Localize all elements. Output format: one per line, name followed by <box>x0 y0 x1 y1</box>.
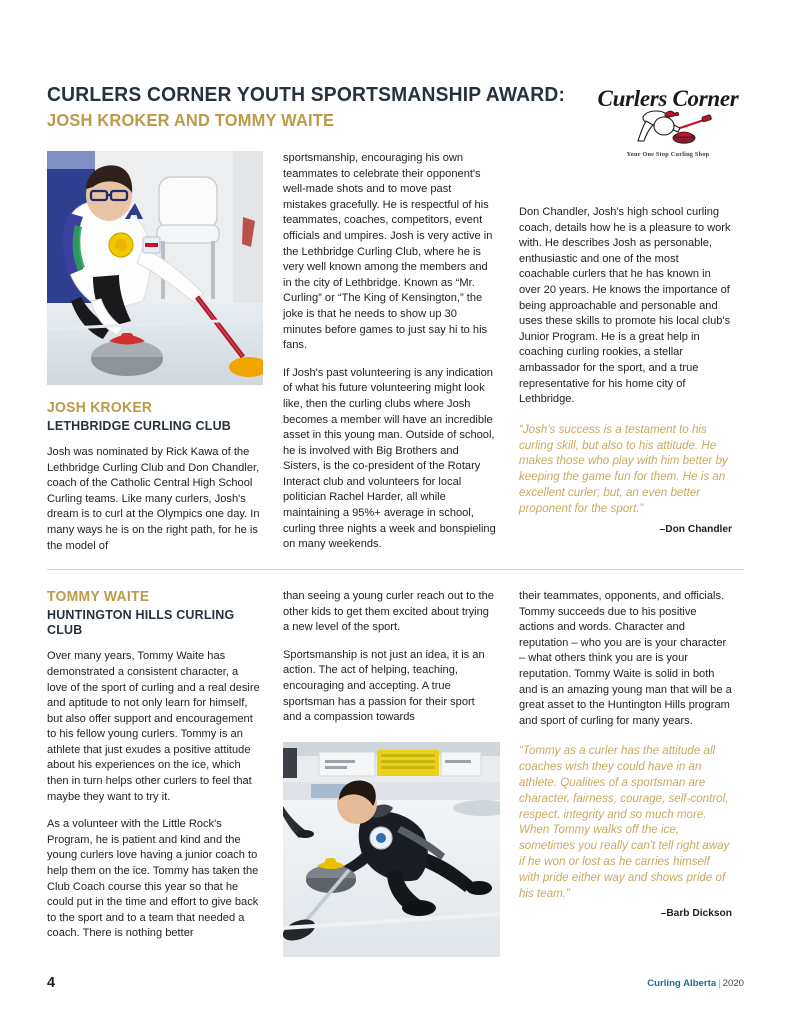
josh-col2-paragraph-1: sportsmanship, encouraging his own teammates to celebrate their opponent's well-made shots and to move past mistakes gracefully. He is respectful of his teammates, coaches, competitors, event officials and umpires. Josh is very active in the Lethbridge Curling Club, where he is very well known among the members and in the city of Lethbridge. Known as “Mr. Curling” or “The King of Kensington,” the joke is that he needs to show up 30 minutes before games to just say hi to his fans. <box>283 152 493 352</box>
josh-col3-paragraph-1: Don Chandler, Josh's high school curling coach, details how he is a pleasure to work with. He describes Josh as personable, enthusiastic and one of the most coachable curlers that he has known in over 20 years. He knows the importance of being approachable and personable and uses these skills to promote his local club's Junior Program. He is a great help in coaching curling rookies, a stellar ambassador for the sport, and a true representative for his home city of Lethbridge. <box>519 206 731 406</box>
page-subtitle: JOSH KROKER AND TOMMY WAITE <box>47 109 335 130</box>
tommy-column-one <box>47 589 260 954</box>
page-title: CURLERS CORNER YOUTH SPORTSMANSHIP AWARD: <box>47 83 566 106</box>
josh-club: LETHBRIDGE CURLING CLUB <box>47 417 231 433</box>
footer-credit <box>647 978 744 989</box>
footer-separator: | <box>718 978 721 989</box>
tommy-col2-paragraph-2: Sportsmanship is not just an idea, it is an action. The act of helping, teaching, encouraging and accepting. A true sportsman has a passion for their sport and a compassion towards <box>283 648 485 724</box>
tommy-column-two <box>283 589 496 738</box>
footer-publication: Curling Alberta <box>647 978 717 989</box>
tommy-waite-photo <box>283 742 500 957</box>
title-block <box>47 84 567 131</box>
logo-tagline: Your One Stop Curling Shop <box>626 151 710 158</box>
page-footer <box>47 975 744 997</box>
josh-column-three <box>519 205 732 535</box>
curling-mascot-icon <box>622 108 717 144</box>
don-chandler-pullquote: “Josh's success is a testament to his curling skill, but also to his attitude. He makes those who play with him better by keeping the game fun for them. He is an excellent curler; but, an even better proponent for the sport.” <box>519 422 728 515</box>
josh-name: JOSH KROKER <box>47 400 153 416</box>
josh-kroker-photo <box>47 151 263 385</box>
tommy-col3-paragraph-1: their teammates, opponents, and officials. Tommy succeeds due to his positive actions and words. Character and reputation – who you are is your character – what others think you are is your reputation. Tommy Waite is solid in both and is an amazing young man that will be a great asset to the Huntington Hills program and sport of curling for many years. <box>519 590 732 727</box>
don-chandler-attribution: –Don Chandler <box>659 523 732 535</box>
tommy-column-three <box>519 589 732 919</box>
section-divider <box>47 569 744 570</box>
josh-column-two <box>283 151 496 565</box>
curlers-corner-logo <box>592 84 744 160</box>
josh-col2-paragraph-2: If Josh's past volunteering is any indication of what his future volunteering might look like, then the curling clubs where Josh becomes a member will have an incredible asset in this young man. Outside of school, he is involved with Big Brothers and Sisters, is the co-president of the Rotary Interact club and volunteers for local politician Rachel Harder, all while maintaining a 95%+ average in school, curling three nights a week and bonspieling on many weekends. <box>283 366 496 551</box>
tommy-bio-paragraph-2: As a volunteer with the Little Rock's Program, he is patient and kind and the young curlers love having a junior coach to help them on the ice. Tommy has taken the Club Coach course this year so that he could put in the time and effort to give back to the sport and to a team that needed a coach. There is nothing better <box>47 818 259 940</box>
footer-year: 2020 <box>722 978 744 989</box>
tommy-name: TOMMY WAITE <box>47 589 150 605</box>
tommy-bio-paragraph-1: Over many years, Tommy Waite has demonstrated a consistent character, a love of the sport of curling and a real desire and aptitude to not only learn for himself, but also offer support and encouragement to his fellow young curlers. Tommy is an athlete that just exudes a positive attitude about his experiences on the ice, which then in turn helps other curlers to feel that maybe they want to try it. <box>47 650 260 803</box>
tommy-col2-paragraph-1: than seeing a young curler reach out to the other kids to get them excited about trying a new level of the sport. <box>283 590 494 634</box>
barb-dickson-pullquote: “Tommy as a curler has the attitude all coaches wish they could have in an athlete. Qualities of a sportsman are character, fairness, courage, self-control, respect, integrity and so much more. When Tommy walks off the ice, sometimes you really can't tell right away if he won or lost as he carries himself with pride either way and shows pride of his team.” <box>519 744 730 900</box>
page-header <box>47 84 744 160</box>
barb-dickson-attribution: –Barb Dickson <box>660 908 732 920</box>
josh-column-one <box>47 400 260 566</box>
tommy-club: HUNTINGTON HILLS CURLING CLUB <box>47 606 235 637</box>
page-number: 4 <box>47 975 56 991</box>
josh-bio-paragraph: Josh was nominated by Rick Kawa of the Lethbridge Curling Club and Don Chandler, coach of the Catholic Central High School Curling teams. Like many curlers, Josh's dream is to curl at the Olympics one day. In many ways he is on the right path, for he is the model of <box>47 446 260 552</box>
logo-wordmark: Curlers Corner <box>597 86 739 111</box>
